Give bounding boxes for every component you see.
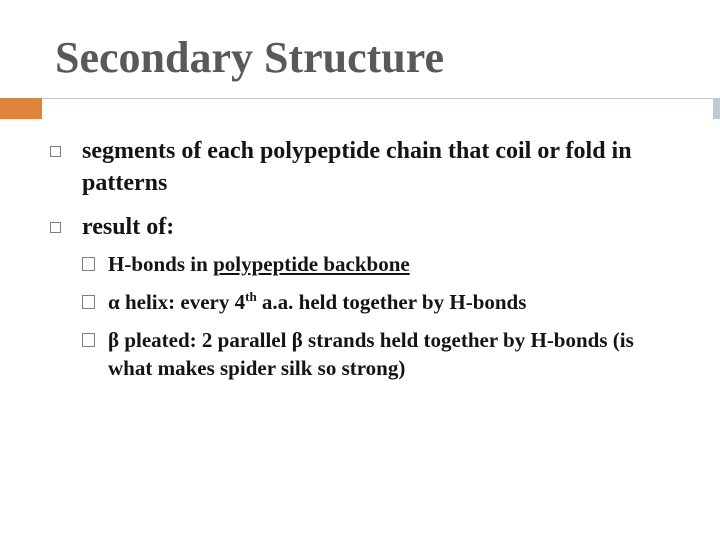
- hollow-square-bullet-icon: [50, 222, 61, 233]
- slide-title: Secondary Structure: [55, 33, 445, 82]
- bullet-result-of: [82, 211, 682, 243]
- bullet-segments: [82, 135, 682, 199]
- polypeptide-backbone-link[interactable]: polypeptide backbone: [213, 252, 410, 276]
- hollow-square-bullet-icon: [50, 146, 61, 157]
- bullet-segments-text: segments of each polypeptide chain that coil or fold in patterns: [82, 138, 632, 196]
- subbullet-alpha-helix: [108, 288, 688, 316]
- hollow-box-bullet-icon: [82, 333, 95, 347]
- beta-pleated-text: β pleated: 2 parallel β strands held together by H-bonds (is what makes spider silk so strong): [108, 328, 634, 380]
- bullet-result-of-text: result of:: [82, 214, 175, 240]
- ordinal-superscript: th: [245, 289, 257, 304]
- hollow-box-bullet-icon: [82, 257, 95, 271]
- hollow-box-bullet-icon: [82, 295, 95, 309]
- subbullet-h-bonds: [108, 250, 688, 278]
- subbullet-beta-pleated: [108, 326, 663, 382]
- alpha-helix-text-end: a.a. held together by H-bonds: [256, 290, 527, 314]
- subbullet-h-bonds-prefix: H-bonds in: [108, 252, 214, 276]
- alpha-helix-text-start: α helix: every 4: [108, 290, 246, 314]
